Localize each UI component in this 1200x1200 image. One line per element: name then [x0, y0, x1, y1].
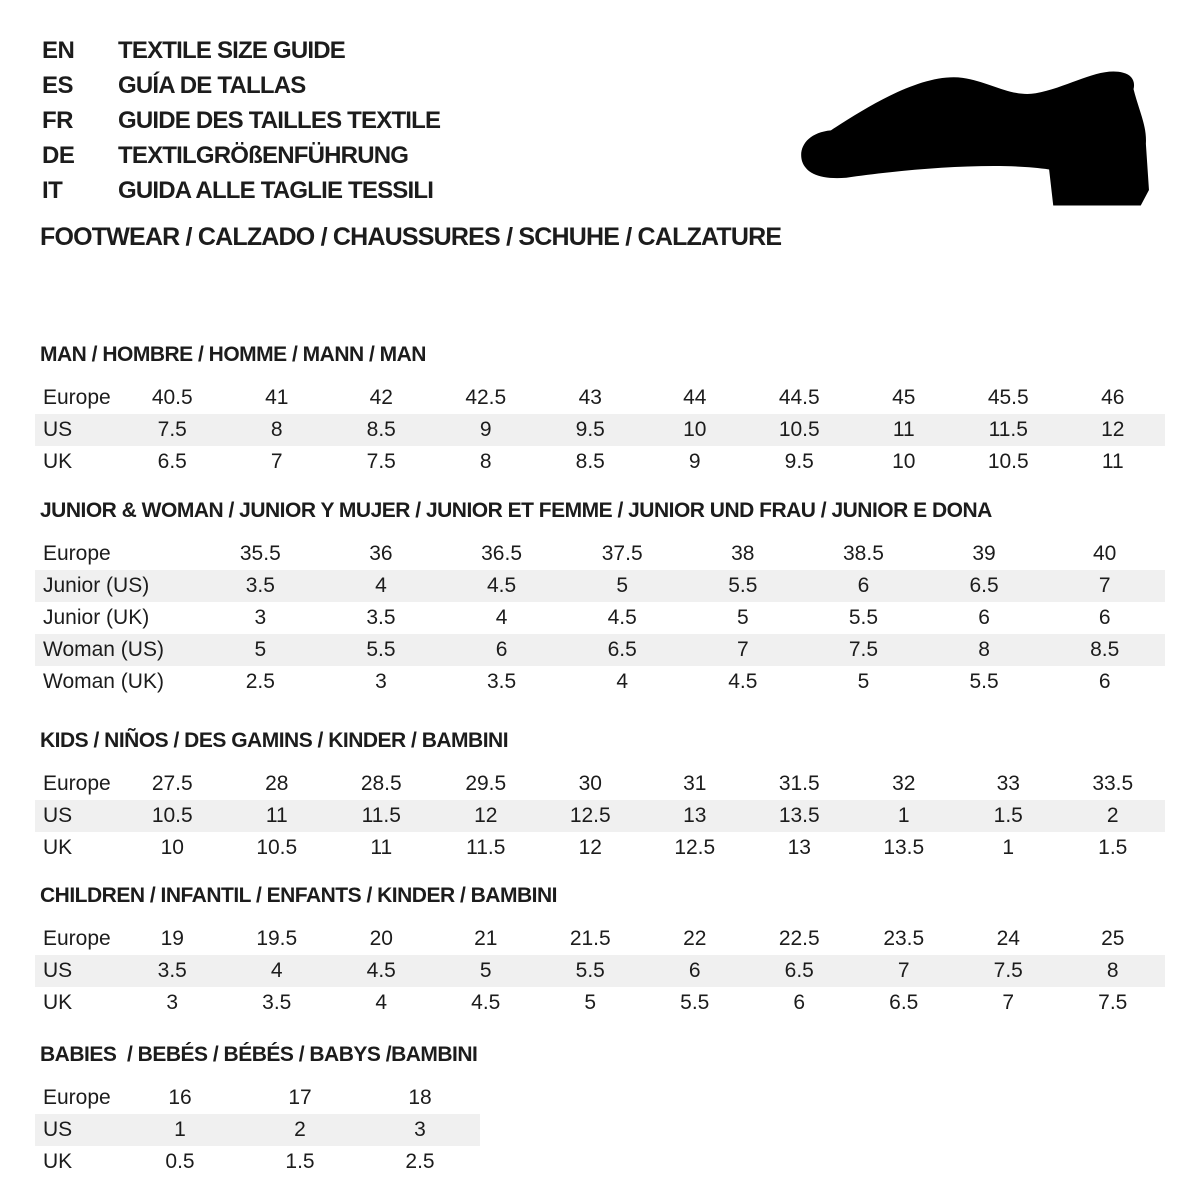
- size-cell: 45: [892, 386, 916, 409]
- size-cell: 17: [288, 1086, 312, 1109]
- row-label: UK: [43, 836, 73, 859]
- table-row: [35, 800, 1165, 832]
- size-cell: 3: [414, 1118, 426, 1141]
- size-cell: 4: [616, 670, 629, 693]
- language-code: DE: [42, 141, 75, 169]
- row-label: Europe: [43, 1086, 111, 1109]
- size-cell: 33: [996, 772, 1020, 795]
- row-label: US: [43, 804, 73, 827]
- size-cell: 5: [616, 574, 629, 597]
- language-row: [42, 138, 440, 173]
- table-row: [35, 987, 1165, 1019]
- size-cell: 10.5: [256, 836, 298, 859]
- size-cell: 45.5: [987, 386, 1029, 409]
- size-cell: 40: [1093, 542, 1117, 565]
- table-row: [35, 832, 1165, 864]
- size-cell: 5.5: [366, 638, 396, 661]
- section-title: CHILDREN / INFANTIL / ENFANTS / KINDER / BAMBINI: [40, 884, 557, 907]
- row-label: Europe: [43, 542, 111, 565]
- size-table-man: [35, 382, 1165, 478]
- size-cell: 16: [168, 1086, 192, 1109]
- size-cell: 6: [1098, 606, 1111, 629]
- size-cell: 41: [265, 386, 289, 409]
- size-cell: 13: [787, 836, 811, 859]
- size-cell: 25: [1101, 927, 1125, 950]
- size-cell: 23.5: [883, 927, 925, 950]
- size-cell: 5.5: [848, 606, 879, 629]
- row-label: UK: [43, 450, 73, 473]
- size-cell: 9.5: [575, 418, 605, 441]
- size-cell: 40.5: [151, 386, 193, 409]
- size-cell: 1: [1002, 836, 1015, 859]
- table-row: [35, 634, 1165, 666]
- row-label: Europe: [43, 386, 111, 409]
- size-cell: 4.5: [366, 959, 396, 982]
- size-cell: 2: [1106, 804, 1119, 827]
- size-cell: 8: [1106, 959, 1119, 982]
- language-list: [42, 33, 440, 208]
- section-man: [35, 344, 1165, 478]
- size-cell: 11.5: [466, 836, 506, 859]
- size-cell: 5: [254, 638, 267, 661]
- size-cell: 8.5: [366, 418, 396, 441]
- size-cell: 24: [996, 927, 1020, 950]
- language-row: [42, 173, 440, 208]
- size-cell: 19: [160, 927, 184, 950]
- language-row: [42, 33, 440, 68]
- table-row: [35, 1146, 480, 1178]
- table-row: [35, 1114, 480, 1146]
- size-cell: 4: [375, 991, 388, 1014]
- size-cell: 11: [1101, 450, 1124, 473]
- size-cell: 4.5: [486, 574, 517, 597]
- size-cell: 8: [978, 638, 990, 661]
- size-cell: 11: [265, 804, 288, 827]
- size-cell: 44.5: [778, 386, 820, 409]
- size-cell: 8.5: [575, 450, 605, 473]
- size-cell: 36: [369, 542, 393, 565]
- size-cell: 3.5: [486, 670, 517, 693]
- size-cell: 35.5: [239, 542, 281, 565]
- size-cell: 19.5: [256, 927, 298, 950]
- row-label: US: [43, 418, 73, 441]
- size-cell: 8.5: [1090, 638, 1120, 661]
- size-cell: 5.5: [680, 991, 710, 1014]
- size-cell: 13: [683, 804, 707, 827]
- section-kids: [35, 730, 1165, 864]
- language-code: FR: [42, 106, 73, 134]
- size-cell: 9.5: [784, 450, 814, 473]
- size-cell: 6.5: [157, 450, 187, 473]
- section-babies: [35, 1044, 480, 1178]
- size-cell: 9: [479, 418, 492, 441]
- table-row: [35, 414, 1165, 446]
- size-cell: 29.5: [465, 772, 507, 795]
- language-label: GUIDE DES TAILLES TEXTILE: [118, 106, 441, 134]
- size-cell: 13.5: [778, 804, 820, 827]
- size-cell: 9: [688, 450, 701, 473]
- size-cell: 3: [166, 991, 179, 1014]
- size-cell: 28.5: [360, 772, 402, 795]
- size-cell: 0.5: [165, 1150, 195, 1173]
- size-cell: 22.5: [778, 927, 820, 950]
- size-cell: 46: [1101, 386, 1125, 409]
- size-cell: 7: [1002, 991, 1015, 1014]
- row-label: Europe: [43, 772, 111, 795]
- size-cell: 8: [479, 450, 492, 473]
- size-cell: 4: [375, 574, 387, 597]
- size-cell: 12: [474, 804, 498, 827]
- row-label: US: [43, 1118, 73, 1141]
- size-cell: 21: [474, 927, 498, 950]
- row-label: Woman (US): [43, 638, 164, 661]
- size-cell: 7.5: [1098, 991, 1128, 1014]
- language-code: IT: [42, 176, 63, 204]
- section-title: KIDS / NIÑOS / DES GAMINS / KINDER / BAMBINI: [40, 729, 509, 752]
- size-cell: 38: [731, 542, 755, 565]
- size-cell: 4.5: [471, 991, 501, 1014]
- size-cell: 1.5: [993, 804, 1023, 827]
- section-title: BABIES / BEBÉS / BÉBÉS / BABYS /BAMBINI: [40, 1043, 478, 1066]
- size-cell: 4: [495, 606, 508, 629]
- size-cell: 1: [174, 1118, 186, 1141]
- size-cell: 11: [370, 836, 393, 859]
- size-cell: 7: [1098, 574, 1111, 597]
- size-cell: 6: [688, 959, 701, 982]
- size-cell: 6.5: [969, 574, 999, 597]
- row-label: Junior (US): [43, 574, 150, 597]
- size-cell: 31.5: [778, 772, 820, 795]
- row-label: Woman (UK): [43, 670, 164, 693]
- size-table-junior-woman: [35, 538, 1165, 698]
- size-cell: 37.5: [601, 542, 643, 565]
- size-cell: 42.5: [465, 386, 507, 409]
- size-cell: 6: [495, 638, 508, 661]
- size-cell: 6: [978, 606, 990, 629]
- row-label: US: [43, 959, 73, 982]
- language-code: EN: [42, 36, 75, 64]
- size-cell: 6: [857, 574, 870, 597]
- table-header-row: [35, 768, 1165, 800]
- size-cell: 6.5: [889, 991, 919, 1014]
- size-table-kids: [35, 768, 1165, 864]
- size-cell: 38.5: [843, 542, 884, 565]
- size-cell: 10: [160, 836, 184, 859]
- size-cell: 10.5: [778, 418, 820, 441]
- size-cell: 3: [375, 670, 387, 693]
- size-cell: 27.5: [151, 772, 193, 795]
- table-row: [35, 570, 1165, 602]
- size-cell: 1: [897, 804, 910, 827]
- size-cell: 10.5: [151, 804, 193, 827]
- shoe-icon: [800, 62, 1150, 210]
- size-cell: 44: [683, 386, 707, 409]
- size-cell: 32: [892, 772, 916, 795]
- size-cell: 12.5: [569, 804, 611, 827]
- size-cell: 12: [578, 836, 602, 859]
- size-cell: 39: [972, 542, 996, 565]
- size-cell: 30: [578, 772, 602, 795]
- size-cell: 6: [793, 991, 806, 1014]
- row-label: UK: [43, 991, 73, 1014]
- row-label: Junior (UK): [43, 606, 150, 629]
- size-cell: 10: [683, 418, 707, 441]
- size-cell: 13.5: [883, 836, 925, 859]
- section-title: MAN / HOMBRE / HOMME / MANN / MAN: [40, 343, 426, 366]
- size-cell: 4: [270, 959, 283, 982]
- table-row: [35, 446, 1165, 478]
- size-cell: 3: [254, 606, 267, 629]
- table-header-row: [35, 1082, 480, 1114]
- size-cell: 7: [736, 638, 749, 661]
- size-cell: 7.5: [993, 959, 1023, 982]
- size-cell: 5: [857, 670, 870, 693]
- size-cell: 5: [479, 959, 492, 982]
- size-cell: 12.5: [674, 836, 716, 859]
- size-cell: 5.5: [969, 670, 999, 693]
- language-label: TEXTILGRÖßENFÜHRUNG: [118, 141, 409, 169]
- size-cell: 4.5: [728, 670, 758, 693]
- size-cell: 3.5: [245, 574, 275, 597]
- size-cell: 7.5: [157, 418, 187, 441]
- size-cell: 5: [584, 991, 597, 1014]
- size-cell: 10.5: [987, 450, 1029, 473]
- size-cell: 33.5: [1092, 772, 1134, 795]
- size-cell: 8: [270, 418, 283, 441]
- section-title: JUNIOR & WOMAN / JUNIOR Y MUJER / JUNIOR ET FEMME / JUNIOR UND FRAU / JUNIOR E DONA: [40, 499, 992, 522]
- size-cell: 6.5: [784, 959, 814, 982]
- size-cell: 7.5: [848, 638, 879, 661]
- language-row: [42, 68, 440, 103]
- table-header-row: [35, 538, 1165, 570]
- row-label: UK: [43, 1150, 73, 1173]
- size-cell: 21.5: [569, 927, 611, 950]
- language-label: GUIDA ALLE TAGLIE TESSILI: [118, 176, 434, 204]
- table-row: [35, 602, 1165, 634]
- row-label: Europe: [43, 927, 111, 950]
- size-table-children: [35, 923, 1165, 1019]
- size-cell: 7: [270, 450, 283, 473]
- size-cell: 2: [294, 1118, 306, 1141]
- table-row: [35, 955, 1165, 987]
- size-cell: 5.5: [575, 959, 605, 982]
- table-header-row: [35, 923, 1165, 955]
- size-cell: 2.5: [245, 670, 275, 693]
- size-cell: 6: [1098, 670, 1111, 693]
- size-cell: 31: [683, 772, 707, 795]
- language-label: GUÍA DE TALLAS: [118, 71, 306, 99]
- size-cell: 3.5: [262, 991, 292, 1014]
- size-cell: 22: [683, 927, 707, 950]
- language-code: ES: [42, 71, 74, 99]
- size-cell: 43: [578, 386, 602, 409]
- size-cell: 42: [369, 386, 393, 409]
- size-cell: 3.5: [366, 606, 396, 629]
- size-cell: 28: [265, 772, 289, 795]
- size-cell: 4.5: [607, 606, 637, 629]
- size-cell: 20: [369, 927, 393, 950]
- size-cell: 2.5: [405, 1150, 435, 1173]
- table-header-row: [35, 382, 1165, 414]
- size-cell: 10: [892, 450, 916, 473]
- size-cell: 11.5: [361, 804, 401, 827]
- section-junior-woman: [35, 500, 1165, 698]
- size-cell: 7.5: [366, 450, 396, 473]
- size-cell: 1.5: [1098, 836, 1128, 859]
- size-cell: 3.5: [157, 959, 187, 982]
- size-cell: 36.5: [481, 542, 522, 565]
- size-cell: 7: [897, 959, 910, 982]
- size-cell: 12: [1101, 418, 1125, 441]
- table-row: [35, 666, 1165, 698]
- section-children: [35, 885, 1165, 1019]
- size-cell: 6.5: [607, 638, 637, 661]
- size-table-babies: [35, 1082, 480, 1178]
- category-line: FOOTWEAR / CALZADO / CHAUSSURES / SCHUHE / CALZATURE: [40, 223, 782, 251]
- language-row: [42, 103, 440, 138]
- size-cell: 11: [892, 418, 915, 441]
- size-cell: 11.5: [988, 418, 1028, 441]
- size-cell: 1.5: [285, 1150, 315, 1173]
- language-label: TEXTILE SIZE GUIDE: [118, 36, 345, 64]
- size-cell: 18: [408, 1086, 432, 1109]
- size-cell: 5.5: [728, 574, 758, 597]
- size-cell: 5: [736, 606, 749, 629]
